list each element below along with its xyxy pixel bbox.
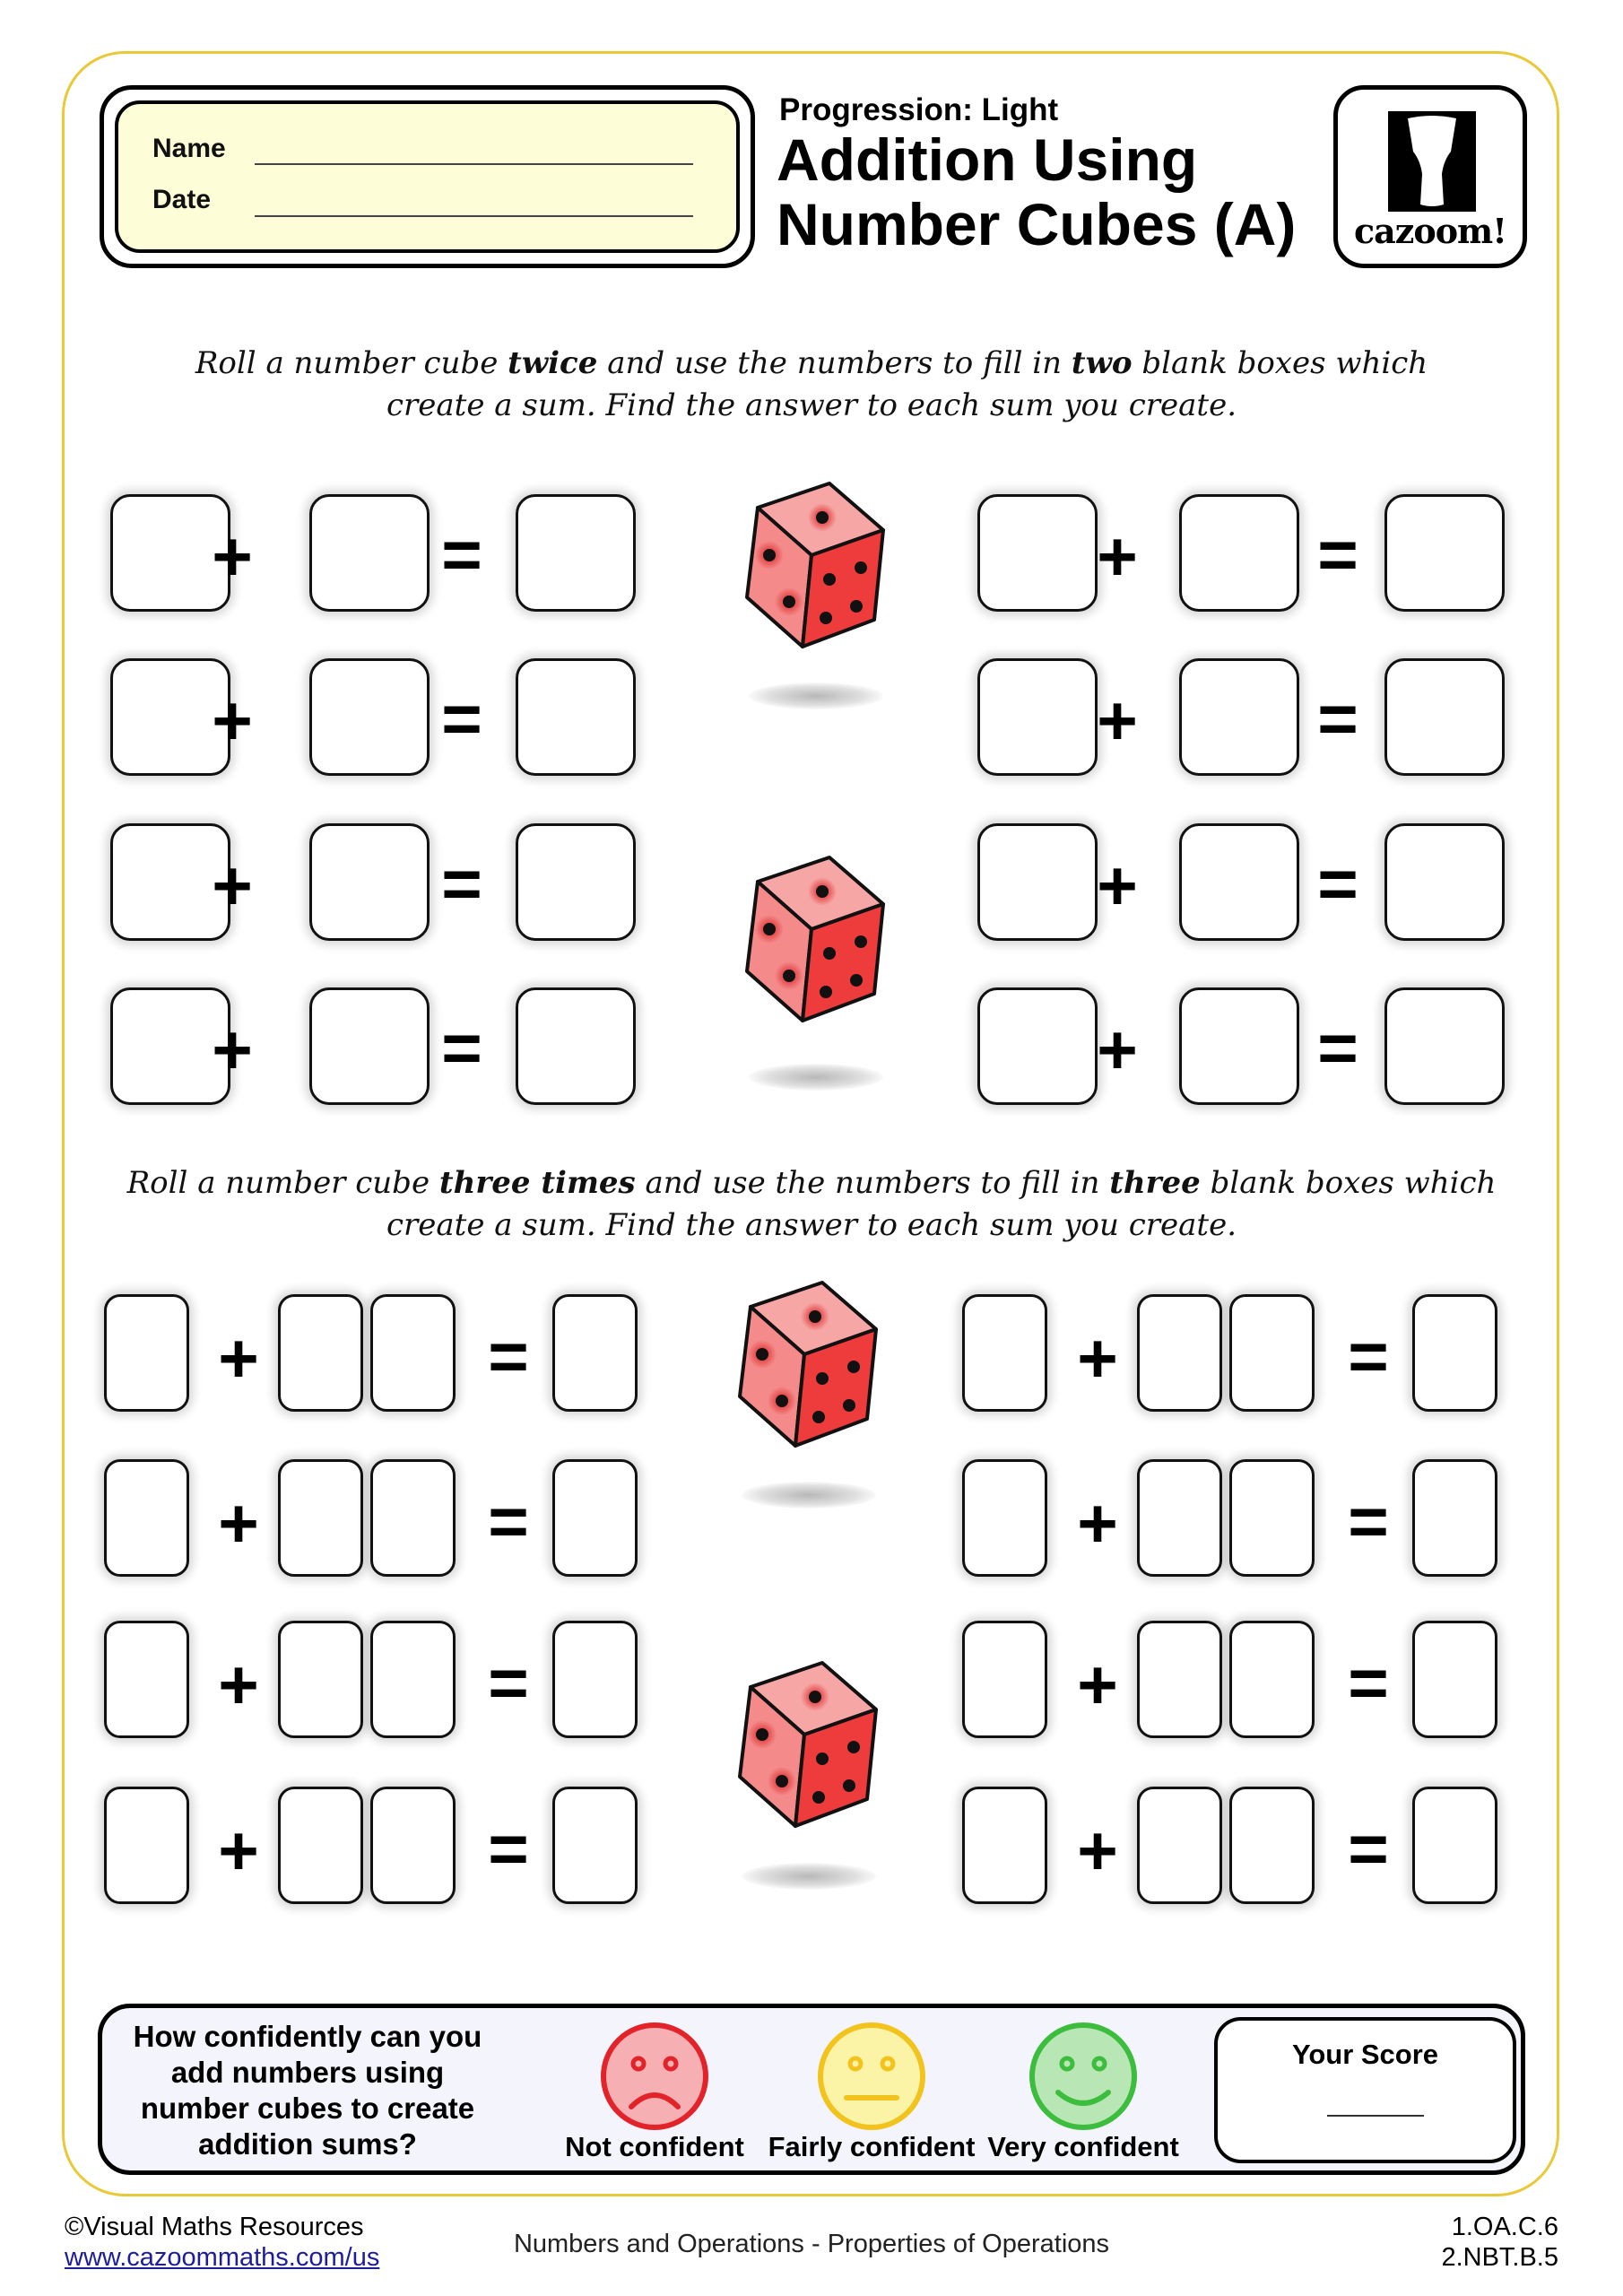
addend-box[interactable] bbox=[962, 1459, 1047, 1577]
djembe-drum-icon bbox=[1388, 111, 1476, 212]
addend-box[interactable] bbox=[1229, 1621, 1315, 1738]
addend-box[interactable] bbox=[104, 1294, 189, 1412]
not-confident-label: Not confident bbox=[565, 2131, 744, 2162]
addend-box[interactable] bbox=[1179, 987, 1299, 1105]
equals-sign: = bbox=[441, 844, 482, 923]
addend-box[interactable] bbox=[278, 1294, 363, 1412]
addend-box[interactable] bbox=[1179, 823, 1299, 941]
score-box bbox=[1214, 2017, 1516, 2163]
answer-box[interactable] bbox=[516, 494, 636, 612]
score-label: Your Score bbox=[1291, 2039, 1439, 2070]
plus-sign: + bbox=[1077, 1811, 1118, 1890]
equals-sign: = bbox=[1348, 1482, 1389, 1561]
addend-box[interactable] bbox=[1229, 1294, 1315, 1412]
answer-box[interactable] bbox=[1412, 1459, 1497, 1577]
plus-sign: + bbox=[1097, 681, 1138, 760]
addend-box[interactable] bbox=[309, 987, 430, 1105]
addend-box[interactable] bbox=[104, 1459, 189, 1577]
addend-box[interactable] bbox=[1137, 1621, 1222, 1738]
plus-sign: + bbox=[212, 517, 253, 596]
plus-sign: + bbox=[1077, 1483, 1118, 1562]
name-field[interactable] bbox=[255, 163, 693, 165]
title-line-1: Addition Using bbox=[777, 126, 1198, 193]
answer-box[interactable] bbox=[552, 1294, 638, 1412]
date-label: Date bbox=[152, 185, 212, 214]
plus-sign: + bbox=[1077, 1318, 1118, 1397]
addend-box[interactable] bbox=[1137, 1459, 1222, 1577]
equals-sign: = bbox=[1317, 515, 1358, 594]
neutral-face-icon[interactable] bbox=[816, 2021, 927, 2136]
page-title bbox=[777, 127, 1296, 257]
addend-box[interactable] bbox=[962, 1294, 1047, 1412]
answer-box[interactable] bbox=[552, 1459, 638, 1577]
addend-box[interactable] bbox=[278, 1459, 363, 1577]
addend-box[interactable] bbox=[977, 987, 1098, 1105]
cazoom-logo bbox=[1333, 85, 1527, 268]
very-confident-label: Very confident bbox=[987, 2131, 1179, 2162]
addend-box[interactable] bbox=[309, 494, 430, 612]
footer-standards bbox=[1441, 2212, 1558, 2273]
equals-sign: = bbox=[488, 1482, 529, 1561]
answer-box[interactable] bbox=[1384, 823, 1505, 941]
equals-sign: = bbox=[488, 1317, 529, 1396]
footer-topic: Numbers and Operations - Properties of Operations bbox=[513, 2230, 1110, 2258]
addend-box[interactable] bbox=[1229, 1787, 1315, 1904]
dice-shadow bbox=[742, 1482, 876, 1509]
addend-box[interactable] bbox=[309, 823, 430, 941]
answer-box[interactable] bbox=[1384, 658, 1505, 776]
addend-box[interactable] bbox=[977, 823, 1098, 941]
standard-2: 2.NBT.B.5 bbox=[1441, 2243, 1558, 2272]
plus-sign: + bbox=[218, 1483, 259, 1562]
answer-box[interactable] bbox=[552, 1787, 638, 1904]
answer-box[interactable] bbox=[1412, 1621, 1497, 1738]
answer-box[interactable] bbox=[516, 823, 636, 941]
dice-shadow bbox=[742, 1863, 876, 1890]
addend-box[interactable] bbox=[370, 1621, 456, 1738]
plus-sign: + bbox=[212, 681, 253, 760]
equals-sign: = bbox=[488, 1643, 529, 1722]
answer-box[interactable] bbox=[516, 658, 636, 776]
addend-box[interactable] bbox=[962, 1621, 1047, 1738]
number-cube-icon bbox=[733, 1656, 885, 1839]
plus-sign: + bbox=[1077, 1645, 1118, 1724]
addend-box[interactable] bbox=[309, 658, 430, 776]
addend-box[interactable] bbox=[977, 494, 1098, 612]
confidence-panel bbox=[98, 2004, 1525, 2175]
fairly-confident-label: Fairly confident bbox=[768, 2131, 976, 2162]
equals-sign: = bbox=[488, 1809, 529, 1888]
confidence-question: How confidently can you add numbers using number cubes to create addition sums? bbox=[133, 2020, 482, 2161]
addend-box[interactable] bbox=[104, 1787, 189, 1904]
plus-sign: + bbox=[1097, 1010, 1138, 1089]
title-line-2: Number Cubes (A) bbox=[777, 191, 1297, 257]
name-label: Name bbox=[152, 134, 226, 163]
dice-shadow bbox=[749, 1064, 883, 1091]
addend-box[interactable] bbox=[1229, 1459, 1315, 1577]
equals-sign: = bbox=[1348, 1317, 1389, 1396]
equals-sign: = bbox=[1317, 844, 1358, 923]
equals-sign: = bbox=[1348, 1809, 1389, 1888]
equals-sign: = bbox=[441, 515, 482, 594]
number-cube-icon bbox=[740, 476, 892, 660]
standard-1: 1.OA.C.6 bbox=[1451, 2213, 1558, 2241]
dice-shadow bbox=[749, 683, 883, 709]
addend-box[interactable] bbox=[278, 1621, 363, 1738]
instruction-2: Roll a number cube three times and use the numbers to fill in three blank boxes which create a sum. Find the answer to each sum you create. bbox=[126, 1165, 1497, 1243]
happy-face-icon[interactable] bbox=[1028, 2021, 1139, 2136]
name-date-box bbox=[100, 85, 755, 268]
addend-box[interactable] bbox=[370, 1787, 456, 1904]
instruction-1: Roll a number cube twice and use the numbers to fill in two blank boxes which create a sum. Find the answer to each sum you create. bbox=[195, 345, 1428, 423]
equals-sign: = bbox=[1348, 1643, 1389, 1722]
number-cube-icon bbox=[733, 1275, 885, 1459]
sad-face-icon[interactable] bbox=[599, 2021, 710, 2136]
addend-box[interactable] bbox=[1179, 494, 1299, 612]
score-field[interactable] bbox=[1327, 2115, 1424, 2117]
addend-box[interactable] bbox=[1137, 1294, 1222, 1412]
addend-box[interactable] bbox=[1179, 658, 1299, 776]
equals-sign: = bbox=[1317, 679, 1358, 758]
addend-box[interactable] bbox=[977, 658, 1098, 776]
addend-box[interactable] bbox=[1137, 1787, 1222, 1904]
answer-box[interactable] bbox=[1384, 494, 1505, 612]
equals-sign: = bbox=[441, 1008, 482, 1087]
equals-sign: = bbox=[1317, 1008, 1358, 1087]
addend-box[interactable] bbox=[962, 1787, 1047, 1904]
answer-box[interactable] bbox=[552, 1621, 638, 1738]
addend-box[interactable] bbox=[278, 1787, 363, 1904]
answer-box[interactable] bbox=[1412, 1294, 1497, 1412]
date-field[interactable] bbox=[255, 215, 693, 217]
equals-sign: = bbox=[441, 679, 482, 758]
answer-box[interactable] bbox=[1384, 987, 1505, 1105]
plus-sign: + bbox=[218, 1645, 259, 1724]
website-link[interactable]: www.cazoommaths.com/us bbox=[65, 2243, 380, 2272]
plus-sign: + bbox=[218, 1318, 259, 1397]
number-cube-icon bbox=[740, 850, 892, 1034]
plus-sign: + bbox=[1097, 846, 1138, 925]
answer-box[interactable] bbox=[516, 987, 636, 1105]
answer-box[interactable] bbox=[1412, 1787, 1497, 1904]
addend-box[interactable] bbox=[370, 1459, 456, 1577]
addend-box[interactable] bbox=[370, 1294, 456, 1412]
logo-text: cazoom! bbox=[1354, 211, 1506, 251]
progression-label: Progression: Light bbox=[779, 92, 1059, 127]
plus-sign: + bbox=[218, 1811, 259, 1890]
copyright-text: ©Visual Maths Resources bbox=[65, 2213, 364, 2241]
plus-sign: + bbox=[212, 846, 253, 925]
plus-sign: + bbox=[212, 1010, 253, 1089]
addend-box[interactable] bbox=[104, 1621, 189, 1738]
plus-sign: + bbox=[1097, 517, 1138, 596]
